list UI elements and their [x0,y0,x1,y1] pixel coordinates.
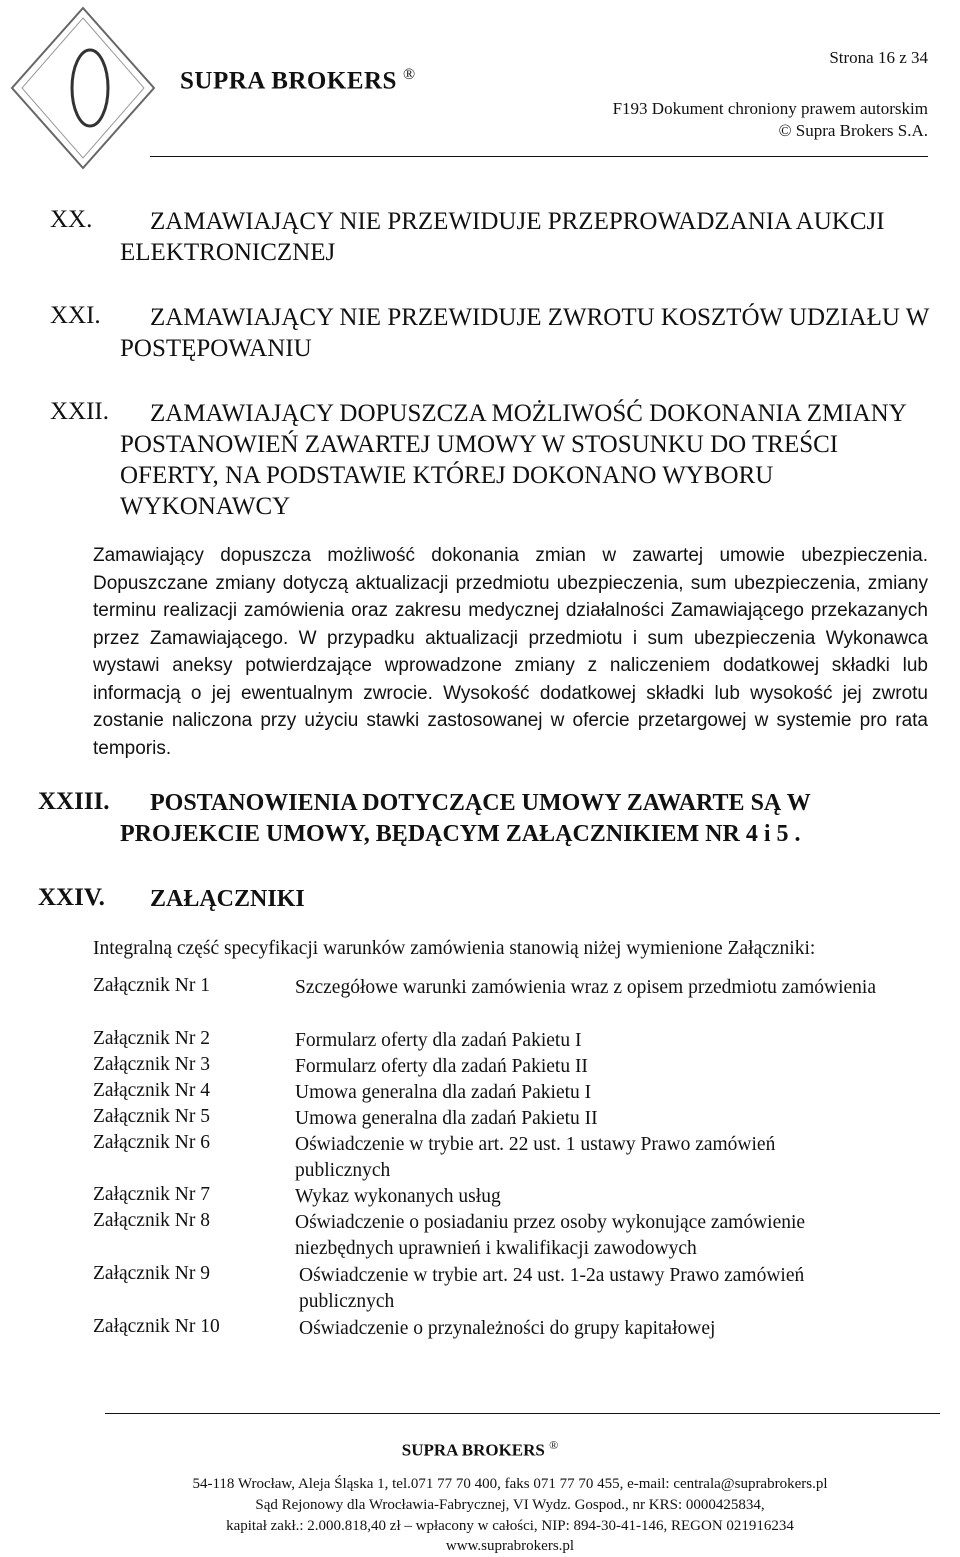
section-number-xxiv: XXIV. [38,884,105,911]
footer-court-registration: Sąd Rejonowy dla Wrocławia-Fabrycznej, VI Wydz. Gospod., nr KRS: 0000425834, [255,1497,765,1513]
attachment-desc-1: Szczegółowe warunki zamówienia wraz z opisem przedmiotu zamówienia [295,977,876,998]
copyright-line-2: © Supra Brokers S.A. [778,121,928,140]
attachment-label-5: Załącznik Nr 5 [93,1106,210,1127]
section-xxii-paragraph: Zamawiający dopuszcza możliwość dokonania zmian w zawartej umowie ubezpieczenia. Dopuszczane zmiany dotyczą aktualizacji przedmiotu ubezpieczenia, sum ubezpieczenia, zmiany terminu realizacji zamówienia oraz zakresu medycznej działalności Zamawiającego przekazanych przez Zamawiającego. W przypadku aktualizacji przedmiotu i sum ubezpieczenia Wykonawca wystawi aneksy potwierdzające wprowadzone zmiany z naliczeniem dodatkowej składki lub informacją o jej ewentualnym zwrocie. Wysokość dodatkowej składki lub wysokość jej zwrotu zostanie naliczona przy użyciu stawki zastosowanej w ofercie przetargowej w systemie pro rata temporis. [93,545,928,759]
footer-website-link[interactable]: www.suprabrokers.pl [445,1538,575,1554]
attachment-label-10: Załącznik Nr 10 [93,1316,220,1337]
footer-brand: SUPRA BROKERS ® [401,1438,559,1460]
section-title-xxii: ZAMAWIAJĄCY DOPUSZCZA MOŻLIWOŚĆ DOKONANIA ZMIANY POSTANOWIEŃ ZAWARTEJ UMOWY W STOSUNKU DO TREŚCI OFERTY, NA PODSTAWIE KTÓREJ DOKONANO WYBORU WYKONAWCY [120,400,906,520]
section-number-xxiii: XXIII. [38,788,110,815]
page-number: Strona 16 z 34 [829,48,928,67]
attachments-intro: Integralną część specyfikacji warunków zamówienia stanowią niżej wymienione Załączniki: [93,938,816,959]
attachment-label-1: Załącznik Nr 1 [93,975,210,996]
copyright-line-1: F193 Dokument chroniony prawem autorskim [612,99,928,118]
footer-registered-mark: ® [549,1438,559,1452]
section-title-xxiv: ZAŁĄCZNIKI [150,886,305,912]
attachment-desc-7: Wykaz wykonanych usług [295,1186,501,1207]
header-divider [150,156,928,157]
attachment-label-3: Załącznik Nr 3 [93,1054,210,1075]
footer-address: 54-118 Wrocław, Aleja Śląska 1, tel.071 77 70 400, faks 071 77 70 455, e-mail: centrala@suprabrokers.pl [192,1476,828,1492]
section-number-xxi: XXI. [50,302,101,329]
footer-capital-info: kapitał zakł.: 2.000.818,40 zł – wpłacony w całości, NIP: 894-30-41-146, REGON 021916234 [226,1518,794,1534]
attachment-label-2: Załącznik Nr 2 [93,1028,210,1049]
attachment-desc-6: Oświadczenie w trybie art. 22 ust. 1 ustawy Prawo zamówień publicznych [295,1134,776,1181]
attachment-desc-2: Formularz oferty dla zadań Pakietu I [295,1030,582,1051]
attachment-label-9: Załącznik Nr 9 [93,1263,210,1284]
section-number-xx: XX. [50,206,93,233]
supra-brokers-logo [8,4,158,172]
attachment-label-7: Załącznik Nr 7 [93,1184,210,1205]
attachment-label-6: Załącznik Nr 6 [93,1132,210,1153]
section-title-xx: ZAMAWIAJĄCY NIE PRZEWIDUJE PRZEPROWADZANIA AUKCJI ELEKTRONICZNEJ [120,208,885,266]
attachment-desc-9: Oświadczenie w trybie art. 24 ust. 1-2a ustawy Prawo zamówień publicznych [299,1265,805,1312]
section-title-xxi: ZAMAWIAJĄCY NIE PRZEWIDUJE ZWROTU KOSZTÓW UDZIAŁU W POSTĘPOWANIU [120,304,929,362]
attachment-desc-4: Umowa generalna dla zadań Pakietu I [295,1082,592,1103]
header-brand: SUPRA BROKERS ® [180,66,416,95]
footer-divider [105,1413,940,1414]
section-number-xxii: XXII. [50,398,110,425]
copyright-notice [613,98,928,142]
attachment-label-8: Załącznik Nr 8 [93,1210,210,1231]
attachment-desc-8: Oświadczenie o posiadaniu przez osoby wykonujące zamówienie niezbędnych uprawnień i kwalifikacji zawodowych [295,1212,806,1259]
attachment-desc-10: Oświadczenie o przynależności do grupy kapitałowej [299,1318,716,1339]
registered-mark: ® [402,66,416,83]
attachment-label-4: Załącznik Nr 4 [93,1080,210,1101]
attachment-desc-5: Umowa generalna dla zadań Pakietu II [295,1108,598,1129]
section-title-xxiii: POSTANOWIENIA DOTYCZĄCE UMOWY ZAWARTE SĄ W PROJEKCIE UMOWY, BĘDĄCYM ZAŁĄCZNIKIEM NR 4 i 5 . [120,790,811,847]
attachment-desc-3: Formularz oferty dla zadań Pakietu II [295,1056,588,1077]
